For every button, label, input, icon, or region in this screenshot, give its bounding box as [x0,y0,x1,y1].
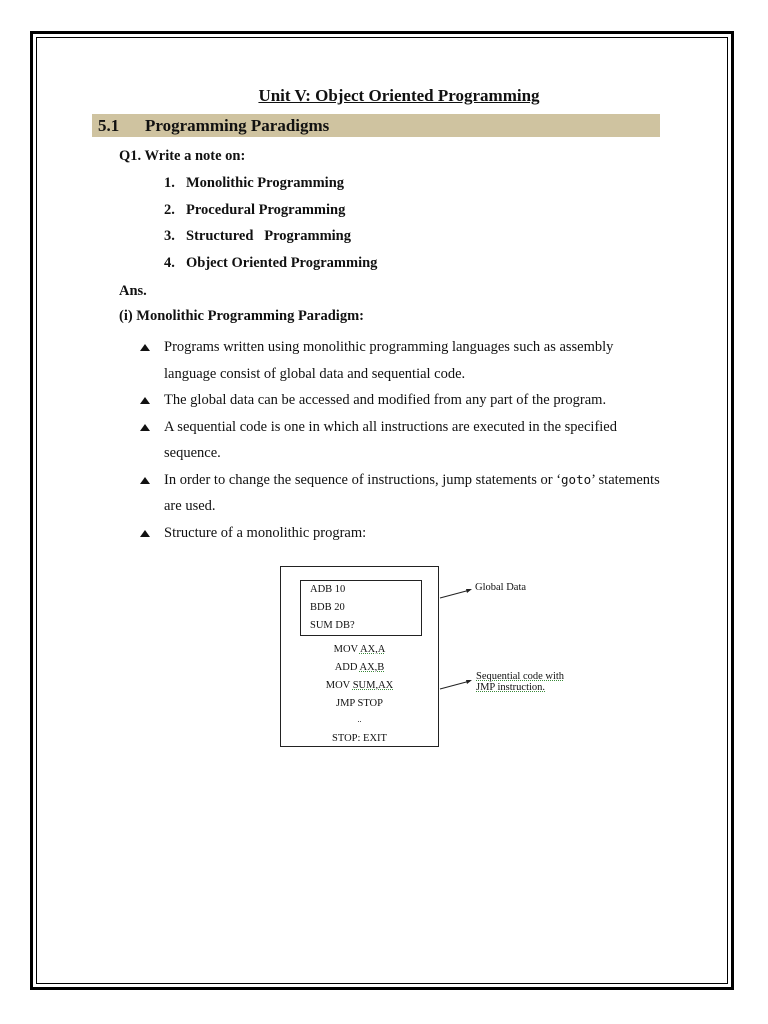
code-keyword: goto [561,471,592,487]
section-number: 5.1 [98,116,120,135]
list-text: Procedural Programming [186,201,346,218]
bullet-text: Structure of a monolithic program: [164,524,367,541]
bullet-item [140,387,685,414]
sequential-code-label [476,671,564,693]
list-item [164,201,377,228]
global-data-line: BDB 20 [310,602,345,613]
bullet-text: language consist of global data and sequential code. [164,365,466,382]
code-line: .. [357,715,362,724]
arrow-head-icon [466,589,472,593]
triangle-bullet-icon [140,397,150,404]
section-title: Programming Paradigms [145,116,330,135]
section-heading [92,114,660,137]
label-text: Sequential code with [476,671,565,682]
subheading: (i) Monolithic Programming Paradigm: [119,308,364,324]
code-text: AX,B [359,662,385,673]
bullet-text: sequence. [164,445,221,461]
list-text: Monolithic Programming [186,175,345,191]
answer-label: Ans. [119,283,147,299]
bullet-item [140,467,685,520]
global-data-line: ADB 10 [310,584,346,595]
bullet-text: ’ statements [591,471,660,488]
arrow-line [440,681,470,689]
question: Q1. Write a note on: [119,148,246,164]
list-number: 4. [164,254,175,271]
list-number: 2. [164,201,175,218]
diagram-arrows [436,585,476,695]
list-item [164,174,377,201]
bullet-text: are used. [164,498,216,514]
bullet-list [140,334,685,546]
code-text: MOV [325,680,353,691]
bullet-item [140,414,685,467]
bullet-text: A sequential code is one in which all instructions are executed in the specified [164,418,617,435]
list-number: 1. [164,175,175,191]
code-line [281,662,438,673]
triangle-bullet-icon [140,477,150,484]
list-text: Structured Programming [186,228,351,244]
global-data-line: SUM DB? [310,620,355,631]
code-line: JMP STOP [336,698,383,709]
global-data-label: Global Data [475,582,527,593]
topic-list [164,174,377,280]
list-item [164,254,377,281]
code-text: AX,A [359,644,386,655]
label-text: JMP instruction. [476,682,546,693]
list-item [164,227,377,254]
arrow-line [440,590,470,598]
code-line [281,680,438,691]
page-title: Unit V: Object Oriented Programming [258,86,540,105]
triangle-bullet-icon [140,530,150,537]
code-line [281,644,438,655]
list-number: 3. [164,228,175,244]
bullet-item [140,520,685,547]
bullet-text: In order to change the sequence of instructions, jump statements or ‘ [164,471,562,488]
code-text: MOV [333,644,360,655]
triangle-bullet-icon [140,344,150,351]
bullet-item [140,334,685,387]
code-text: ADD [334,662,360,673]
monolithic-program-diagram [280,566,439,747]
code-line: STOP: EXIT [332,733,387,744]
triangle-bullet-icon [140,424,150,431]
bullet-text: Programs written using monolithic programming languages such as assembly [164,339,614,355]
bullet-text: The global data can be accessed and modified from any part of the program. [164,392,607,408]
list-text: Object Oriented Programming [186,254,378,271]
global-data-box [300,580,422,636]
arrow-head-icon [466,680,472,684]
code-text: SUM,AX [352,680,394,691]
